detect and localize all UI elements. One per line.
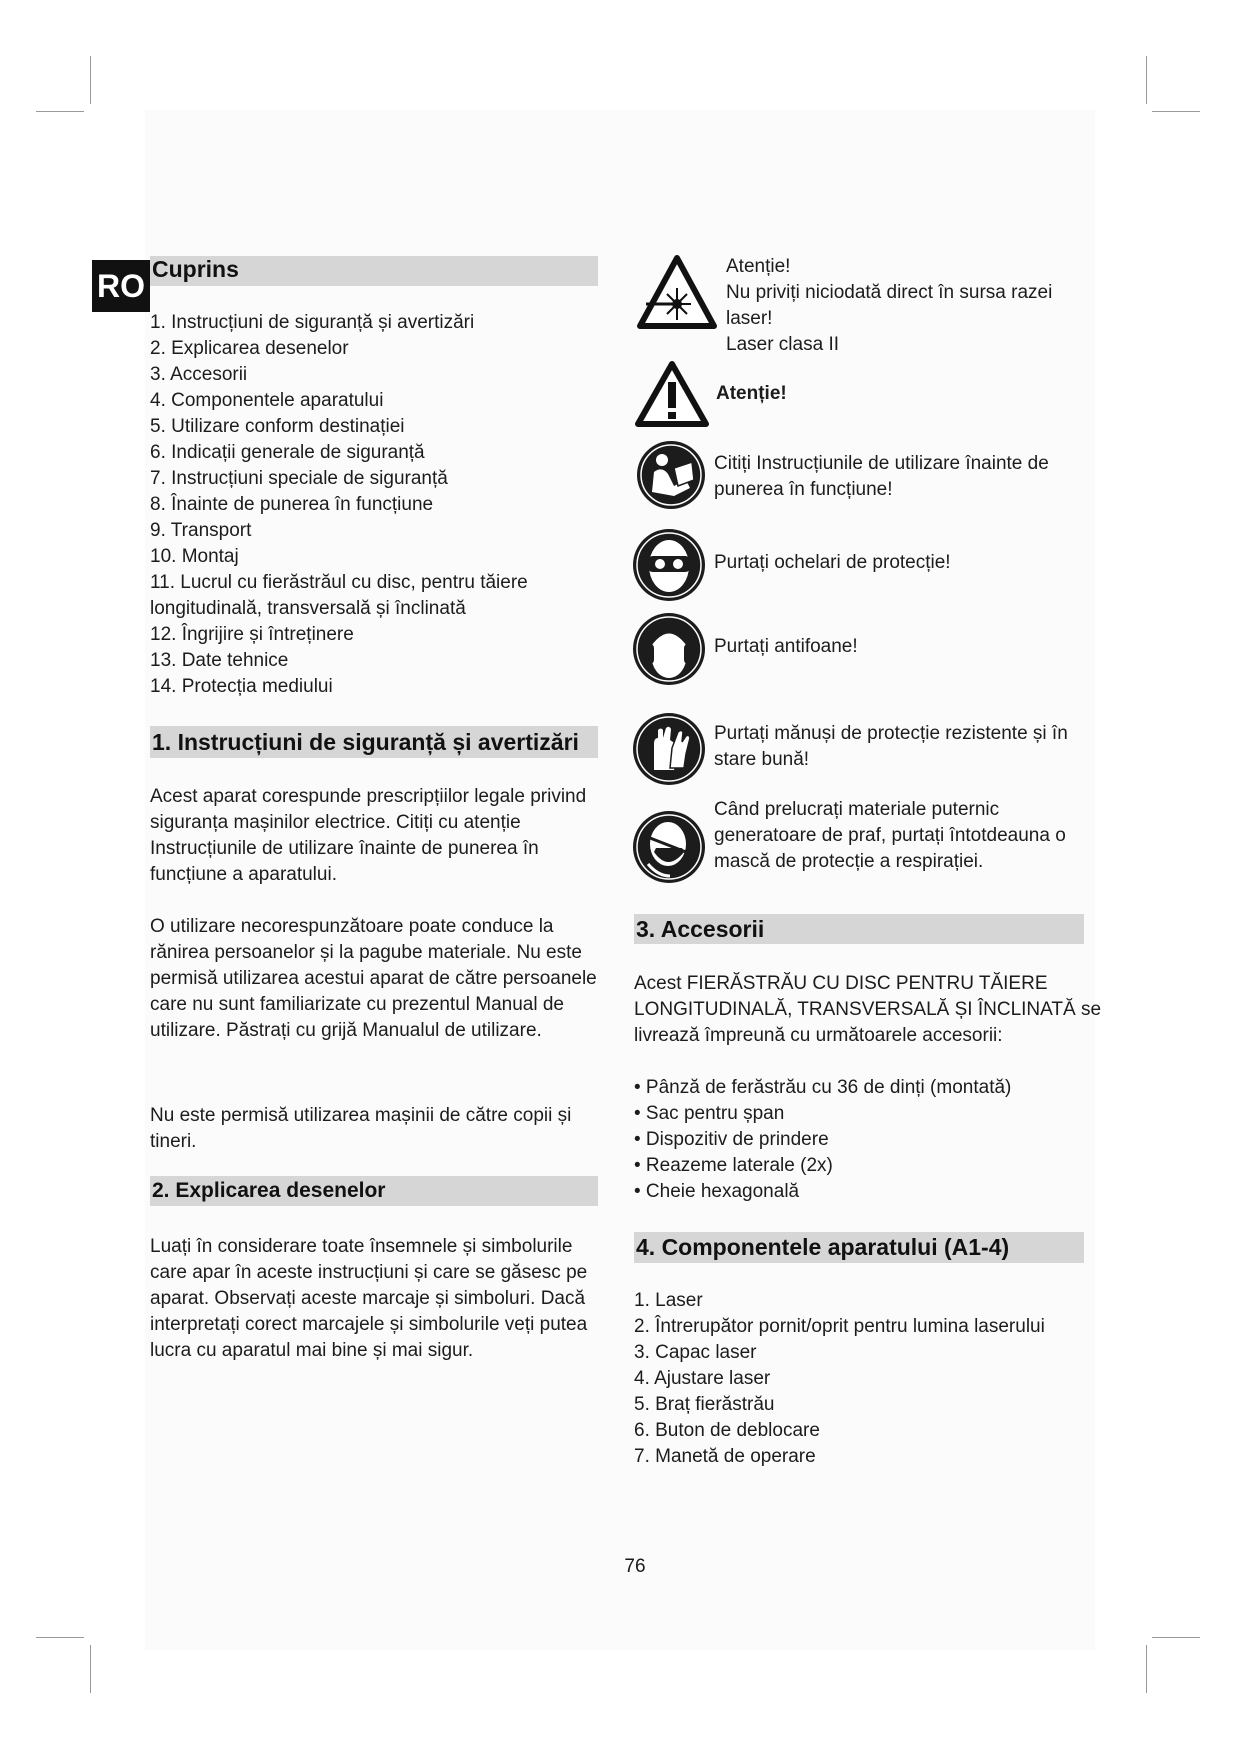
section4-title: 4. Componentele aparatului (A1-4) (636, 1234, 1010, 1260)
language-badge: RO (92, 260, 150, 312)
warning-text: Atenție! (716, 383, 787, 404)
toc-item: 11. Lucrul cu fierăstrăul cu disc, pentru tăiere longitudinală, transversală și înclinată (150, 572, 528, 619)
crop-mark (90, 1645, 91, 1693)
dust-mask-icon (630, 808, 708, 886)
accessories-list (634, 1075, 1094, 1205)
section1-paragraph: Nu este permisă utilizarea mașinii de către copii și tineri. (150, 1105, 572, 1152)
section1-paragraph: O utilizare necorespunzătoare poate conduce la rănirea persoanelor și la pagube materiale. Nu este permisă utilizarea acestui aparat de către persoanele care nu sunt familiarizate cu prezentul Manual de utilizare. Păstrați cu grijă Manualul de utilizare. (150, 916, 597, 1041)
laser-instruction: Nu priviți niciodată direct în sursa razei laser! (726, 282, 1053, 329)
toc-item: 10. Montaj (150, 546, 239, 567)
component-item: 4. Ajustare laser (634, 1368, 771, 1389)
safety-goggles-icon (630, 526, 708, 604)
accessory-item: • Cheie hexagonală (634, 1181, 800, 1202)
toc-item: 13. Date tehnice (150, 650, 289, 671)
toc-item: 3. Accesorii (150, 364, 248, 385)
crop-mark (36, 111, 84, 112)
toc-item: 7. Instrucțiuni speciale de siguranță (150, 468, 448, 489)
accessory-item: • Reazeme laterale (2x) (634, 1155, 833, 1176)
section3-title: 3. Accesorii (636, 916, 765, 942)
component-item: 6. Buton de deblocare (634, 1420, 820, 1441)
laser-class: Laser clasa II (726, 334, 839, 355)
crop-mark (1146, 56, 1147, 104)
crop-mark (90, 56, 91, 104)
toc-title: Cuprins (152, 256, 239, 282)
toc-heading (150, 256, 598, 286)
read-manual-text: Citiți Instrucțiunile de utilizare înainte de punerea în funcțiune! (714, 453, 1049, 500)
toc-item: 5. Utilizare conform destinației (150, 416, 405, 437)
component-item: 1. Laser (634, 1290, 703, 1311)
component-item: 7. Manetă de operare (634, 1446, 816, 1467)
section1-heading (150, 726, 598, 758)
ear-protection-text: Purtați antifoane! (714, 636, 858, 657)
laser-warning-icon (636, 254, 718, 330)
crop-mark (1152, 1637, 1200, 1638)
laser-warning-text (726, 254, 1096, 358)
accessory-item: • Pânză de ferăstrău cu 36 de dinți (montată) (634, 1077, 1012, 1098)
section4-heading (634, 1232, 1084, 1263)
toc-list (150, 310, 580, 700)
section1-paragraph: Acest aparat corespunde prescripțiilor legale privind siguranța mașinilor electrice. Citiți cu atenție Instrucțiunile de utilizare înainte de punerea în funcțiune a aparatului. (150, 786, 587, 885)
protective-gloves-text: Purtați mănuși de protecție rezistente și în stare bună! (714, 723, 1068, 770)
crop-mark (1146, 1645, 1147, 1693)
toc-item: 14. Protecția mediului (150, 676, 333, 697)
dust-mask-text: Când prelucrați materiale puternic generatoare de praf, purtați întotdeauna o mască de protecție a respirației. (714, 799, 1066, 872)
ear-protection-icon (630, 610, 708, 688)
section2-heading (150, 1176, 598, 1206)
laser-attention: Atenție! (726, 256, 791, 277)
warning-icon (634, 360, 710, 428)
toc-item: 9. Transport (150, 520, 252, 541)
section2-paragraph: Luați în considerare toate însemnele și simbolurile care apar în aceste instrucțiuni și care se găsesc pe aparat. Observați aceste marcaje și simboluri. Dacă interpretați corect marcajele și simbolurile veți putea lucra cu aparatul mai bine și mai sigur. (150, 1236, 588, 1361)
component-item: 3. Capac laser (634, 1342, 757, 1363)
section3-heading (634, 914, 1084, 944)
toc-item: 8. Înainte de punerea în funcțiune (150, 494, 434, 515)
toc-item: 2. Explicarea desenelor (150, 338, 349, 359)
protective-gloves-icon (630, 710, 708, 788)
read-manual-icon (634, 438, 708, 512)
toc-item: 12. Îngrijire și întreținere (150, 624, 354, 645)
safety-goggles-text: Purtați ochelari de protecție! (714, 552, 951, 573)
section3-intro: Acest FIERĂSTRĂU CU DISC PENTRU TĂIERE LONGITUDINALĂ, TRANSVERSALĂ ȘI ÎNCLINATĂ se livrează împreună cu următoarele accesorii: (634, 973, 1102, 1046)
component-item: 5. Braț fierăstrău (634, 1394, 775, 1415)
toc-item: 4. Componentele aparatului (150, 390, 384, 411)
crop-mark (1152, 111, 1200, 112)
toc-item: 1. Instrucțiuni de siguranță și avertizări (150, 312, 475, 333)
section1-title: 1. Instrucțiuni de siguranță și avertizări (152, 729, 579, 755)
toc-item: 6. Indicații generale de siguranță (150, 442, 425, 463)
crop-mark (36, 1637, 84, 1638)
component-item: 2. Întrerupător pornit/oprit pentru lumina laserului (634, 1316, 1045, 1337)
page-number: 76 (624, 1556, 646, 1577)
components-list (634, 1288, 1054, 1470)
accessory-item: • Dispozitiv de prindere (634, 1129, 829, 1150)
accessory-item: • Sac pentru șpan (634, 1103, 785, 1124)
section2-title: 2. Explicarea desenelor (152, 1179, 386, 1202)
